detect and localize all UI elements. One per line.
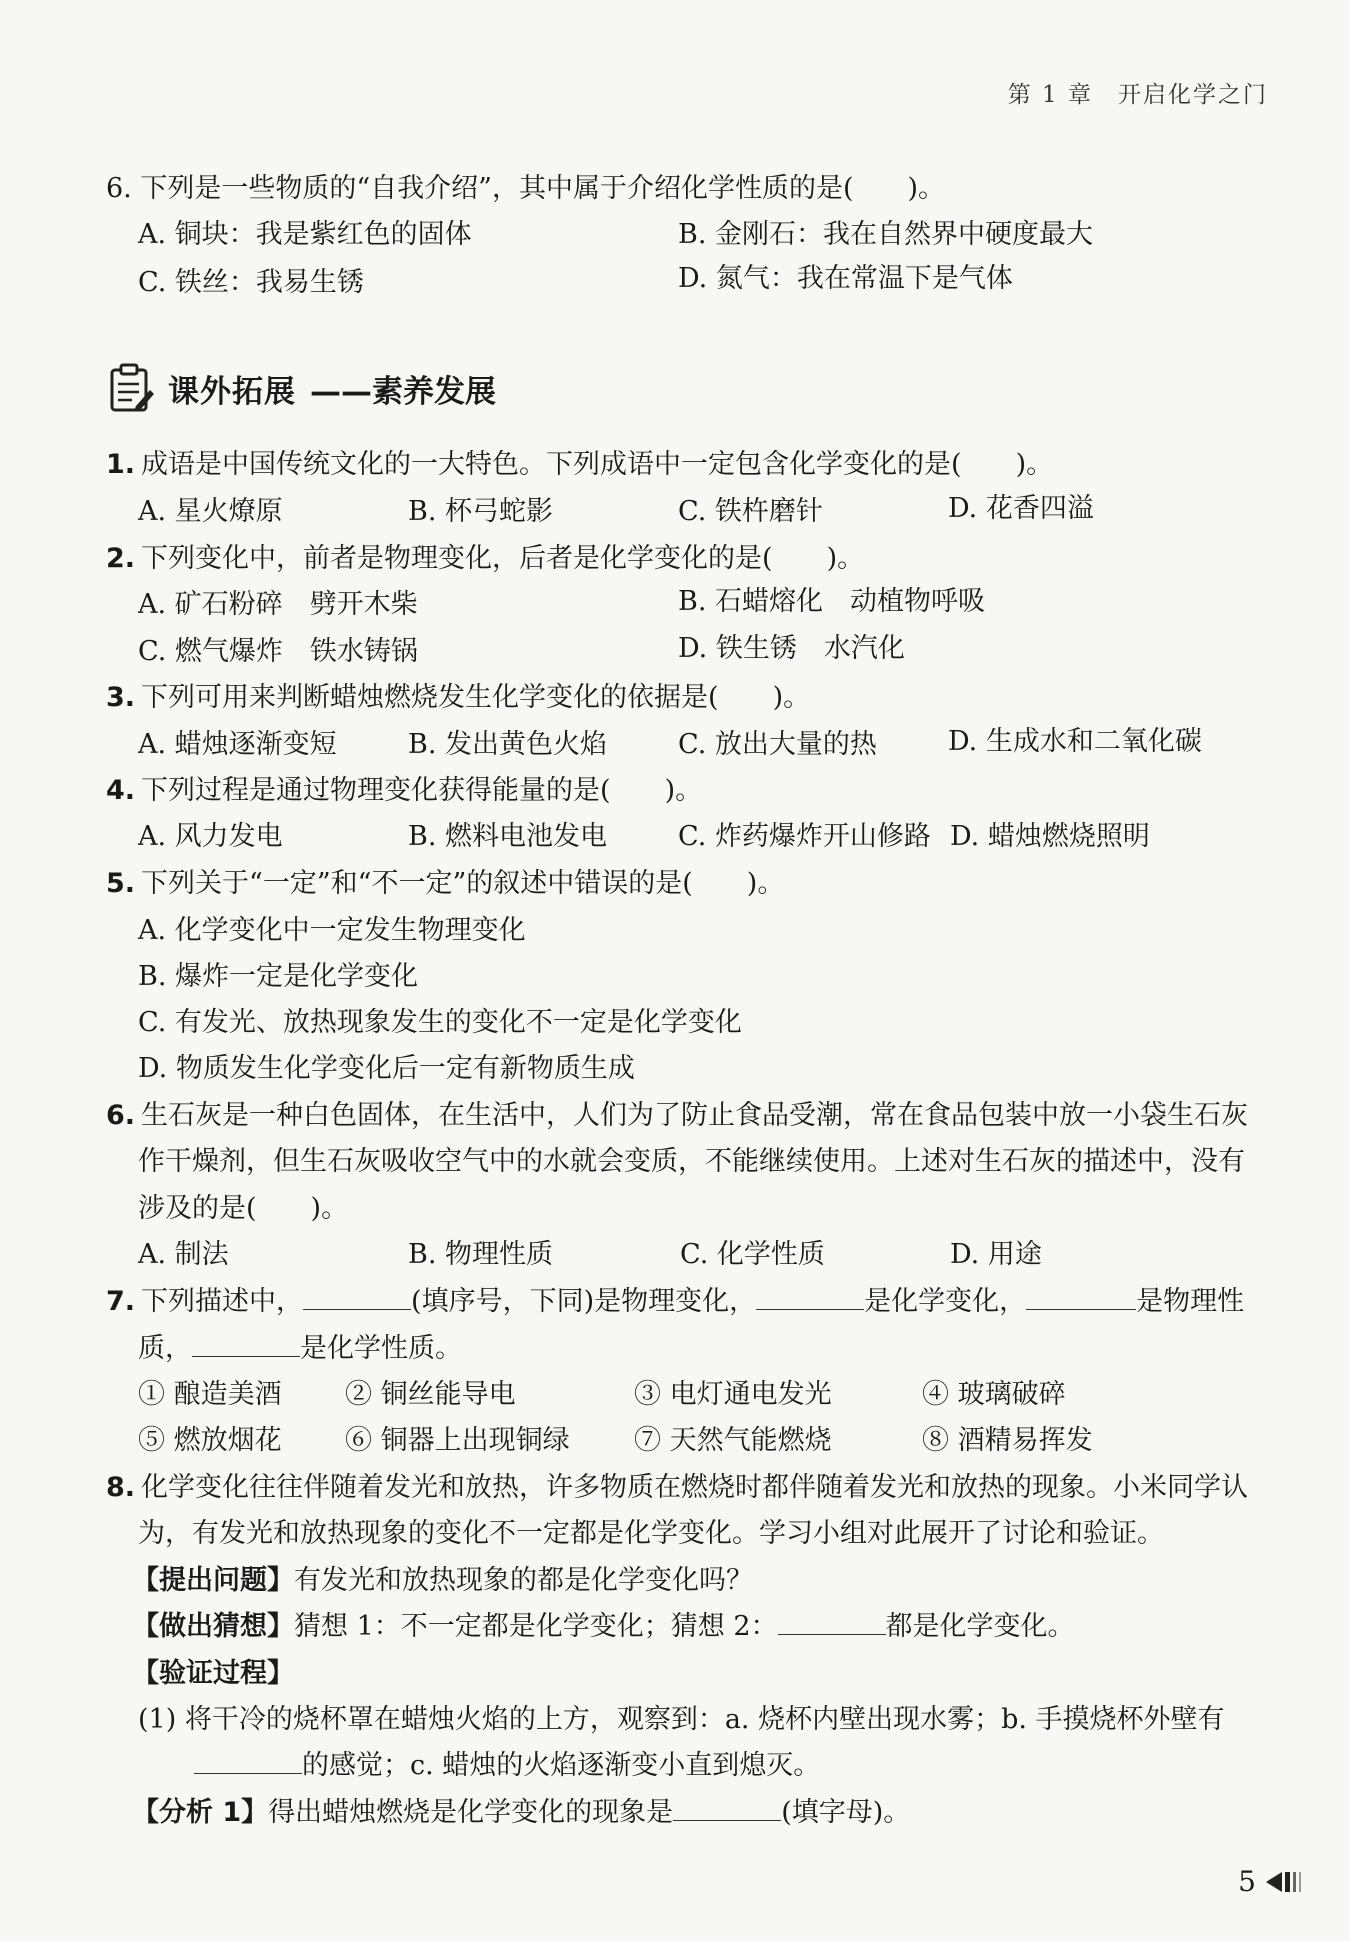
section-title: 课外拓展 [168,373,296,410]
q3-option-d: D. 生成水和二氧化碳 [948,726,1202,757]
q8-verify [132,1655,294,1693]
q8-blank-feeling[interactable] [194,1747,302,1774]
q3-text: 下列可用来判断蜡烛燃烧发生化学变化的依据是( )。 [141,682,811,713]
chapter-header: 第 1 章 开启化学之门 [1007,82,1268,108]
q4-option-b: B. 燃料电池发电 [408,821,608,852]
q7-item-8: ⑧ 酒精易挥发 [922,1425,1093,1456]
q3-option-c: C. 放出大量的热 [678,729,877,760]
q8-line-1 [106,1469,1248,1507]
q7-line-2 [138,1330,462,1368]
q6-text-1: 生石灰是一种白色固体，在生活中，人们为了防止食品受潮，常在食品包装中放一小袋生石灰 [141,1100,1249,1131]
q5-option-c: C. 有发光、放热现象发生的变化不一定是化学变化 [138,1007,742,1038]
q6-line-2: 作干燥剂，但生石灰吸收空气中的水就会变质，不能继续使用。上述对生石灰的描述中，没有 [138,1146,1245,1177]
q7-text-1: 下列描述中， [141,1286,304,1317]
q8-tag-hypothesis: 【做出猜想】 [132,1611,294,1642]
q7-blank-1[interactable] [303,1283,411,1310]
prev-q6-stem: 6. 下列是一些物质的“自我介绍”，其中属于介绍化学性质的是( )。 [106,173,946,204]
q7-blank-3[interactable] [1026,1283,1136,1310]
q3-option-a: A. 蜡烛逐渐变短 [138,729,337,760]
q6-line-1 [106,1097,1248,1135]
q1-option-d: D. 花香四溢 [948,493,1094,524]
page-number: 5 [1238,1865,1256,1898]
q5-stem [106,865,784,903]
section-heading [106,360,496,416]
prev-q6-option-d: D. 氮气：我在常温下是气体 [678,263,1013,294]
q2-stem [106,540,864,578]
q8-analysis-text-1: 得出蜡烛燃烧是化学变化的现象是 [268,1797,674,1828]
q7-blank-4[interactable] [192,1330,300,1357]
q8-hypothesis-text-2: 都是化学变化。 [885,1611,1075,1642]
q1-number: 1. [106,449,136,480]
q7-item-2: ② 铜丝能导电 [345,1379,516,1410]
q2-option-a: A. 矿石粉碎 劈开木柴 [138,589,418,620]
q6-line-3: 涉及的是( )。 [138,1193,349,1224]
q7-number: 7. [106,1286,136,1317]
q8-analysis-text-2: (填字母)。 [781,1797,911,1828]
q8-blank-hypothesis[interactable] [778,1608,886,1635]
q2-number: 2. [106,543,136,574]
q7-text-2: (填序号，下同)是物理变化， [411,1286,757,1317]
q1-text: 成语是中国传统文化的一大特色。下列成语中一定包含化学变化的是( )。 [141,449,1054,480]
q7-text-4: 是物理性 [1136,1286,1245,1317]
q4-text: 下列过程是通过物理变化获得能量的是( )。 [141,775,703,806]
clipboard-icon [106,362,156,414]
q8-blank-analysis[interactable] [673,1794,781,1821]
q7-item-3: ③ 电灯通电发光 [634,1379,832,1410]
q4-number: 4. [106,775,136,806]
q2-text: 下列变化中，前者是物理变化，后者是化学变化的是( )。 [141,543,865,574]
q5-option-d: D. 物质发生化学变化后一定有新物质生成 [138,1053,635,1084]
q6-option-a: A. 制法 [138,1239,229,1270]
q1-option-c: C. 铁杵磨针 [678,496,823,527]
q4-option-a: A. 风力发电 [138,821,283,852]
q7-item-1: ① 酿造美酒 [138,1379,282,1410]
q8-analysis [132,1794,910,1832]
q3-number: 3. [106,682,136,713]
q7-line-1 [106,1283,1244,1321]
q8-hypothesis-text-1: 猜想 1：不一定都是化学变化；猜想 2： [294,1611,778,1642]
q7-item-7: ⑦ 天然气能燃烧 [634,1425,832,1456]
q8-tag-verify: 【验证过程】 [132,1658,294,1689]
q7-item-4: ④ 玻璃破碎 [922,1379,1066,1410]
q3-option-b: B. 发出黄色火焰 [408,729,608,760]
q4-option-c: C. 炸药爆炸开山修路 [678,821,931,852]
q7-item-5: ⑤ 燃放烟花 [138,1425,282,1456]
q7-item-6: ⑥ 铜器上出现铜绿 [345,1425,570,1456]
q6-option-b: B. 物理性质 [408,1239,554,1270]
q3-stem [106,679,810,717]
q1-option-b: B. 杯弓蛇影 [408,496,554,527]
q8-question-text: 有发光和放热现象的都是化学变化吗？ [294,1565,753,1596]
q1-stem [106,446,1053,484]
q4-stem [106,772,702,810]
q6-number: 6. [106,1100,136,1131]
page-number-area [1238,1865,1304,1898]
q6-option-c: C. 化学性质 [680,1239,825,1270]
q2-option-c: C. 燃气爆炸 铁水铸锅 [138,636,418,667]
q5-text: 下列关于“一定”和“不一定”的叙述中错误的是( )。 [141,868,785,899]
prev-q6-option-a: A. 铜块：我是紫红色的固体 [138,219,472,250]
q2-option-d: D. 铁生锈 水汽化 [678,633,905,664]
q7-text-3: 是化学变化， [864,1286,1027,1317]
q4-option-d: D. 蜡烛燃烧照明 [950,821,1150,852]
prev-q6-option-c: C. 铁丝：我易生锈 [138,267,364,298]
q5-option-a: A. 化学变化中一定发生物理变化 [138,915,526,946]
q8-question [132,1562,753,1600]
q8-number: 8. [106,1472,136,1503]
q1-option-a: A. 星火燎原 [138,496,283,527]
q7-text-6: 是化学性质。 [300,1333,462,1364]
q7-blank-2[interactable] [756,1283,864,1310]
q8-line-2: 为，有发光和放热现象的变化不一定都是化学变化。学习小组对此展开了讨论和验证。 [138,1518,1164,1549]
q8-step1-text: 的感觉；c. 蜡烛的火焰逐渐变小直到熄灭。 [302,1750,821,1781]
q8-step1-line1: (1) 将干冷的烧杯罩在蜡烛火焰的上方，观察到：a. 烧杯内壁出现水雾；b. 手摸烧杯外壁有 [138,1704,1225,1735]
q6-option-d: D. 用途 [950,1239,1042,1270]
q8-tag-question: 【提出问题】 [132,1565,294,1596]
q2-option-b: B. 石蜡熔化 动植物呼吸 [678,586,986,617]
page-marker-icon [1264,1869,1304,1895]
q7-text-5: 质， [138,1333,192,1364]
section-subtitle: ——素养发展 [310,373,496,410]
q5-number: 5. [106,868,136,899]
prev-q6-option-b: B. 金刚石：我在自然界中硬度最大 [678,219,1094,250]
q5-option-b: B. 爆炸一定是化学变化 [138,961,419,992]
q8-hypothesis [132,1608,1075,1646]
q8-text-1: 化学变化往往伴随着发光和放热，许多物质在燃烧时都伴随着发光和放热的现象。小米同学认 [141,1472,1249,1503]
q8-step1-line2 [194,1747,820,1785]
q8-tag-analysis: 【分析 1】 [132,1797,269,1828]
